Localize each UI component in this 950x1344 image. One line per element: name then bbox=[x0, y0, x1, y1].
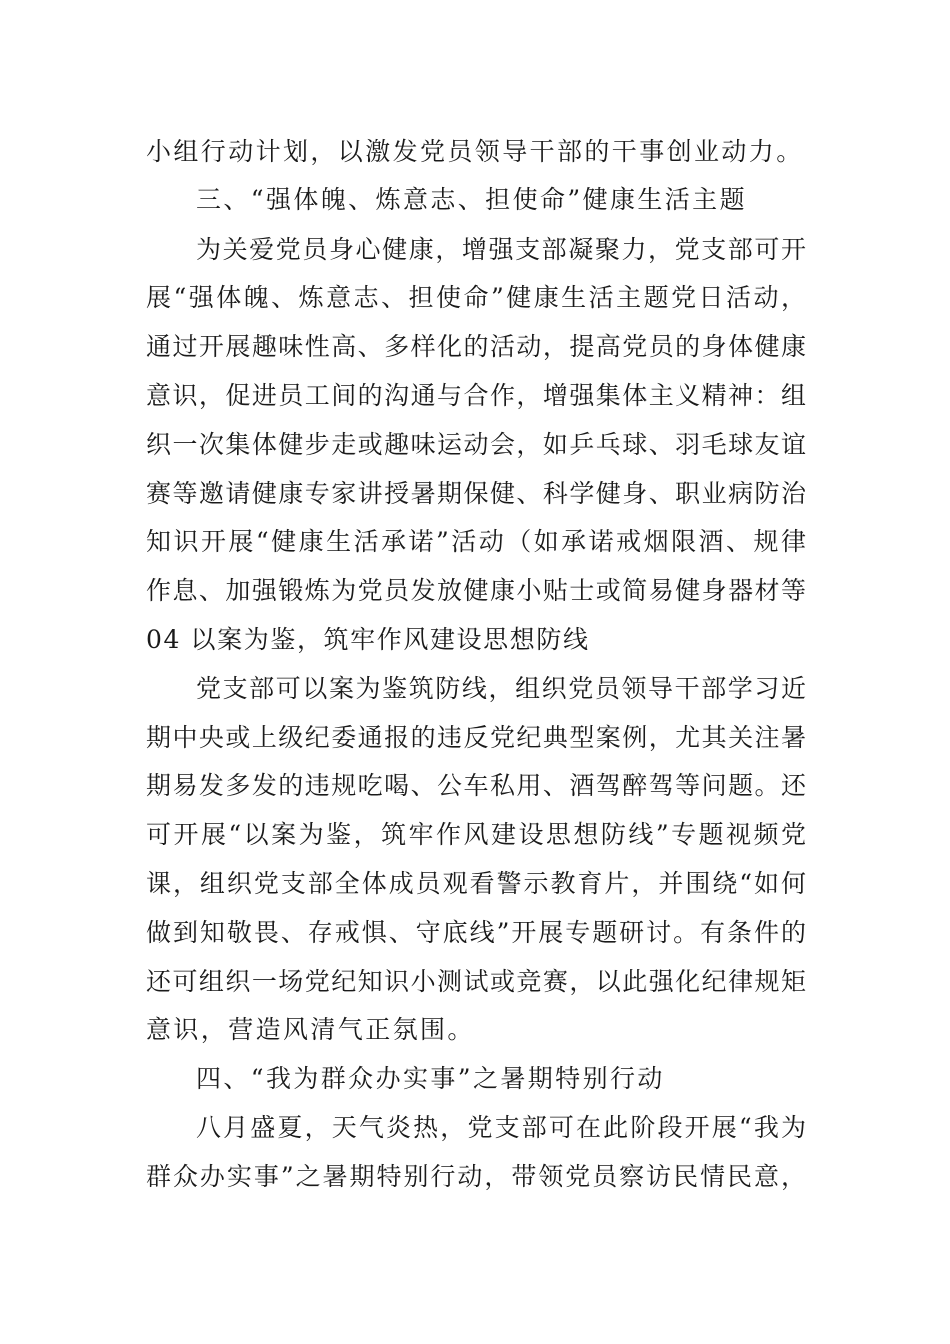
body-text-line: 意识，促进员工间的沟通与合作，增强集体主义精神：组 bbox=[146, 381, 806, 410]
body-text-line: 展“强体魄、炼意志、担使命”健康生活主题党日活动， bbox=[146, 283, 806, 312]
paragraph-first-line: 八月盛夏，天气炎热，党支部可在此阶段开展“我为 bbox=[196, 1113, 806, 1142]
body-text-line: 作息、加强锻炼为党员发放健康小贴士或简易健身器材等 bbox=[146, 576, 806, 605]
section-heading: 三、“强体魄、炼意志、担使命”健康生活主题 bbox=[196, 185, 747, 214]
body-text-line: 织一次集体健步走或趣味运动会，如乒乓球、羽毛球友谊 bbox=[146, 430, 806, 459]
body-text-line: 期中央或上级纪委通报的违反党纪典型案例，尤其关注暑 bbox=[146, 723, 806, 752]
body-text-line: 期易发多发的违规吃喝、公车私用、酒驾醉驾等问题。还 bbox=[146, 771, 806, 800]
body-text-line: 知识开展“健康生活承诺”活动（如承诺戒烟限酒、规律 bbox=[146, 527, 806, 556]
body-text-line: 小组行动计划，以激发党员领导干部的干事创业动力。 bbox=[146, 137, 804, 166]
body-text-line: 还可组织一场党纪知识小测试或竞赛，以此强化纪律规矩 bbox=[146, 967, 806, 996]
body-text-line: 课，组织党支部全体成员观看警示教育片，并围绕“如何 bbox=[146, 869, 806, 898]
paragraph-first-line: 为关爱党员身心健康，增强支部凝聚力，党支部可开 bbox=[196, 235, 806, 264]
paragraph-first-line: 党支部可以案为鉴筑防线，组织党员领导干部学习近 bbox=[196, 674, 806, 703]
body-text-line: 可开展“以案为鉴，筑牢作风建设思想防线”专题视频党 bbox=[146, 820, 806, 849]
section-heading: 04 以案为鉴，筑牢作风建设思想防线 bbox=[146, 625, 590, 654]
section-heading: 四、“我为群众办实事”之暑期特别行动 bbox=[196, 1064, 665, 1093]
body-text-line: 意识，营造风清气正氛围。 bbox=[146, 1015, 475, 1044]
body-text-line: 群众办实事”之暑期特别行动，带领党员察访民情民意， bbox=[146, 1162, 806, 1191]
body-text-line: 做到知敬畏、存戒惧、守底线”开展专题研讨。有条件的 bbox=[146, 918, 806, 947]
body-text-line: 通过开展趣味性高、多样化的活动，提高党员的身体健康 bbox=[146, 332, 806, 361]
body-text-line: 赛等邀请健康专家讲授暑期保健、科学健身、职业病防治 bbox=[146, 479, 806, 508]
